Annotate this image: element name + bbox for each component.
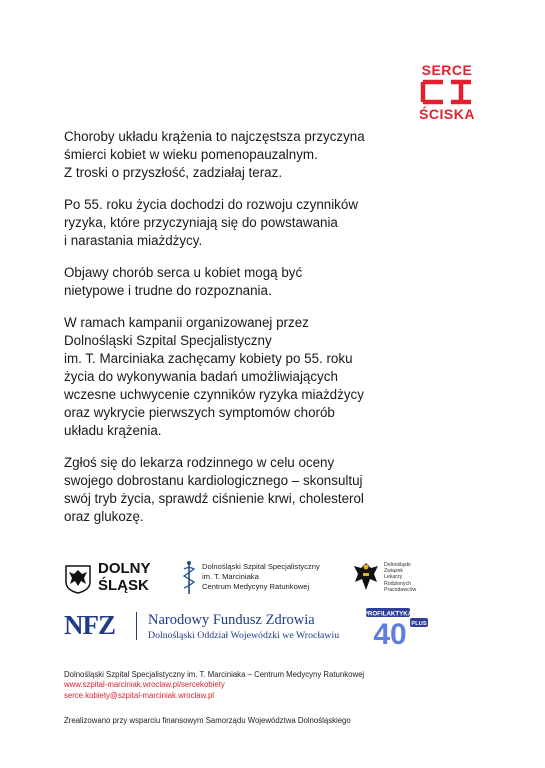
- footer-website-link[interactable]: www.szpital-marciniak.wroclaw.pl/sercekobiety: [64, 680, 225, 690]
- profilaktyka-40-plus-logo: [364, 606, 434, 648]
- eagle-crest-icon: [64, 564, 92, 594]
- campaign-logo-middle: [415, 78, 479, 106]
- campaign-logo: [415, 62, 479, 122]
- profilaktyka-label: PROFILAKTYKA: [364, 610, 413, 618]
- profilaktyka-number: 40: [373, 618, 407, 648]
- paragraph-5: Zgłoś się do lekarza rodzinnego w celu oceny swojego dobrostanu kardiologicznego – skonsultuj swój tryb życia, sprawdź ciśnienie krwi, cholesterol oraz glukozę.: [64, 455, 364, 524]
- footer-contact: [64, 670, 484, 701]
- funding-note: Zrealizowano przy wsparciu finansowym Samorządu Województwa Dolnośląskiego: [64, 716, 351, 725]
- dzlr-name: Dolnośląski Związek Lekarzy Rodzinnych Pracodawców: [384, 562, 417, 593]
- nfz-mark: NFZ: [64, 610, 115, 640]
- profilaktyka-badge-icon: [364, 606, 434, 648]
- footer-email-link[interactable]: serce.kobiety@szpital-marciniak.wroclaw.pl: [64, 690, 215, 700]
- profilaktyka-plus: PLUS: [411, 620, 427, 627]
- dolny-slask-wordmark: DOLNY ŚLĄSK: [98, 560, 151, 594]
- dolny-slask-logo: [64, 560, 174, 598]
- nfz-divider: [136, 612, 137, 640]
- nfz-name: Narodowy Fundusz Zdrowia: [148, 612, 315, 628]
- nfz-branch: Dolnośląski Oddział Wojewódzki we Wrocławiu: [148, 630, 340, 641]
- paragraph-2: Po 55. roku życia dochodzi do rozwoju czynników ryzyka, które przyczyniają się do powstawania i narastania miażdżycy.: [64, 197, 358, 248]
- footer-institution: Dolnośląski Szpital Specjalistyczny im. T. Marciniaka – Centrum Medycyny Ratunkowej: [64, 670, 365, 679]
- main-text: [64, 128, 484, 540]
- paragraph-3: Objawy chorób serca u kobiet mogą być nietypowe i trudne do rozpoznania.: [64, 265, 303, 298]
- partner-logos-row-2: [64, 606, 504, 648]
- dzlr-logo: [352, 558, 432, 598]
- caduceus-icon: [180, 560, 198, 596]
- hospital-name: Dolnośląski Szpital Specjalistyczny im. T. Marciniaka Centrum Medycyny Ratunkowej: [202, 562, 320, 591]
- ci-mark-icon: [419, 78, 475, 106]
- nfz-logo: [64, 608, 364, 646]
- paragraph-1: Choroby układu krążenia to najczęstsza przyczyna śmierci kobiet w wieku pomenopauzalnym. Z troski o przyszłość, zadziałaj teraz.: [64, 129, 365, 180]
- partner-logos-row-1: [64, 558, 494, 598]
- black-eagle-icon: [352, 560, 380, 594]
- hospital-logo: [180, 560, 350, 598]
- paragraph-4: W ramach kampanii organizowanej przez Dolnośląski Szpital Specjalistyczny im. T. Marciniaka zachęcamy kobiety po 55. roku życia do wykonywania badań umożliwiających wczesne uchwycenie czynników ryzyka miażdżycy oraz wykrycie pierwszych symptomów chorób układu krążenia.: [64, 315, 364, 438]
- campaign-logo-bottom: ŚCISKA: [419, 106, 475, 122]
- campaign-logo-top: SERCE: [421, 62, 473, 78]
